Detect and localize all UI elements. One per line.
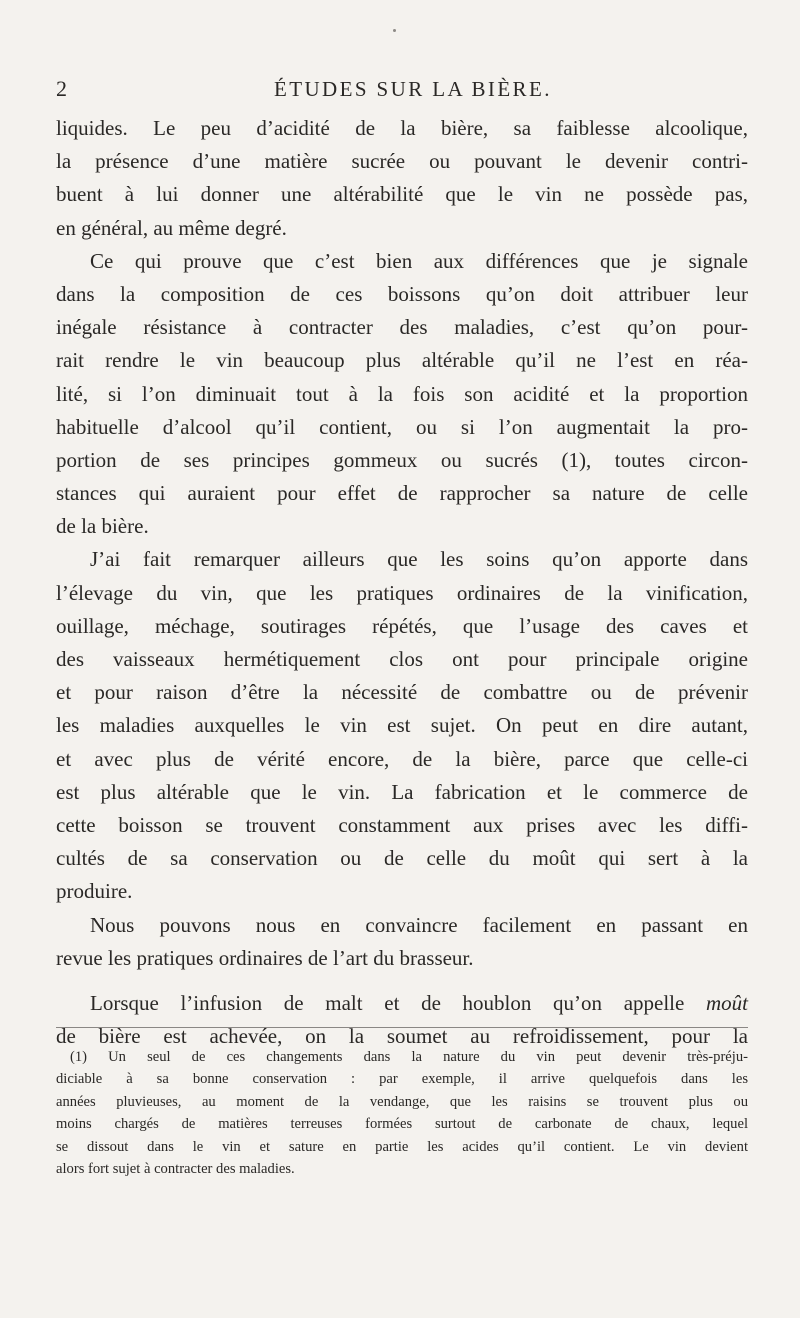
footnote xyxy=(56,1046,748,1180)
text-line: dans la composition de ces boissons qu’on doit attribuer leur xyxy=(56,281,748,306)
paper-speck xyxy=(393,29,396,32)
paragraph-1 xyxy=(56,112,748,245)
text-line: revue les pratiques ordinaires de l’art du brasseur. xyxy=(56,945,474,970)
text-line: J’ai fait remarquer ailleurs que les soins qu’on apporte dans xyxy=(90,547,748,572)
footnote-line: se dissout dans le vin et sature en partie les acides qu’il contient. Le vin devient xyxy=(56,1138,748,1155)
text-line: ouillage, méchage, soutirages répétés, que l’usage des caves et xyxy=(56,613,748,638)
text-line: produire. xyxy=(56,879,133,904)
paragraph-2 xyxy=(56,245,748,544)
text-line: Nous pouvons nous en convaincre facilement en passant en xyxy=(90,912,748,937)
text-line: des vaisseaux hermétiquement clos ont pour principale origine xyxy=(56,647,748,671)
running-title: ÉTUDES SUR LA BIÈRE. xyxy=(274,77,552,101)
text-line: la présence d’une matière sucrée ou pouvant le devenir contri- xyxy=(56,149,748,174)
paragraph-4 xyxy=(56,909,748,975)
paragraph-gap xyxy=(56,975,748,987)
text-line: et pour raison d’être la nécessité de combattre ou de prévenir xyxy=(56,680,748,705)
text-line: inégale résistance à contracter des maladies, c’est qu’on pour- xyxy=(56,315,748,340)
text-line: de la bière. xyxy=(56,514,149,539)
footnote-rule xyxy=(56,1027,748,1028)
paragraph-5 xyxy=(56,987,748,1053)
text-line: cultés de sa conservation ou de celle du moût qui sert à la xyxy=(56,846,748,871)
text-line: en général, au même degré. xyxy=(56,215,287,240)
text-line: buent à lui donner une altérabilité que le vin ne possède pas, xyxy=(56,182,748,207)
footnote-line: (1) Un seul de ces changements dans la nature du vin peut devenir très-préju- xyxy=(70,1049,748,1065)
text-line: cette boisson se trouvent constamment aux prises avec les diffi- xyxy=(56,812,748,837)
text-line: stances qui auraient pour effet de rapprocher sa nature de celle xyxy=(56,481,748,506)
text-line-with-italic xyxy=(56,987,748,1020)
text-line: est plus altérable que le vin. La fabrication et le commerce de xyxy=(56,779,748,804)
footnote-line: alors fort sujet à contracter des maladies. xyxy=(56,1160,295,1177)
footnote-line: moins chargés de matières terreuses formées surtout de carbonate de chaux, lequel xyxy=(56,1116,748,1133)
running-head xyxy=(56,76,746,106)
italic-term: moût xyxy=(706,990,749,1015)
text-line: rait rendre le vin beaucoup plus altérable qu’il ne l’est en réa- xyxy=(56,348,748,373)
text-line: habituelle d’alcool qu’il contient, ou si l’on augmentait la pro- xyxy=(56,414,748,439)
page-number: 2 xyxy=(56,76,67,101)
text-line: l’élevage du vin, que les pratiques ordinaires de la vinification, xyxy=(56,580,748,605)
text-line: et avec plus de vérité encore, de la bière, parce que celle-ci xyxy=(56,746,748,771)
paragraph-3 xyxy=(56,543,748,908)
main-text xyxy=(56,112,748,1053)
text-line: Ce qui prouve que c’est bien aux différences que je signale xyxy=(90,248,748,273)
text-line: de bière est achevée, on la soumet au refroidissement, pour la xyxy=(56,1024,748,1049)
text-segment: Lorsque l’infusion de malt et de houblon qu’on appelle xyxy=(90,990,685,1015)
footnote-line: diciable à sa bonne conservation : par exemple, il arrive quelquefois dans les xyxy=(56,1071,748,1088)
text-line: lité, si l’on diminuait tout à la fois son acidité et la proportion xyxy=(56,381,748,406)
text-line: liquides. Le peu d’acidité de la bière, sa faiblesse alcoolique, xyxy=(56,116,748,140)
text-line: portion de ses principes gommeux ou sucrés (1), toutes circon- xyxy=(56,447,748,472)
text-line: les maladies auxquelles le vin est sujet. On peut en dire autant, xyxy=(56,713,748,738)
footnote-line: années pluvieuses, au moment de la vendange, que les raisins se trouvent plus ou xyxy=(56,1093,748,1110)
